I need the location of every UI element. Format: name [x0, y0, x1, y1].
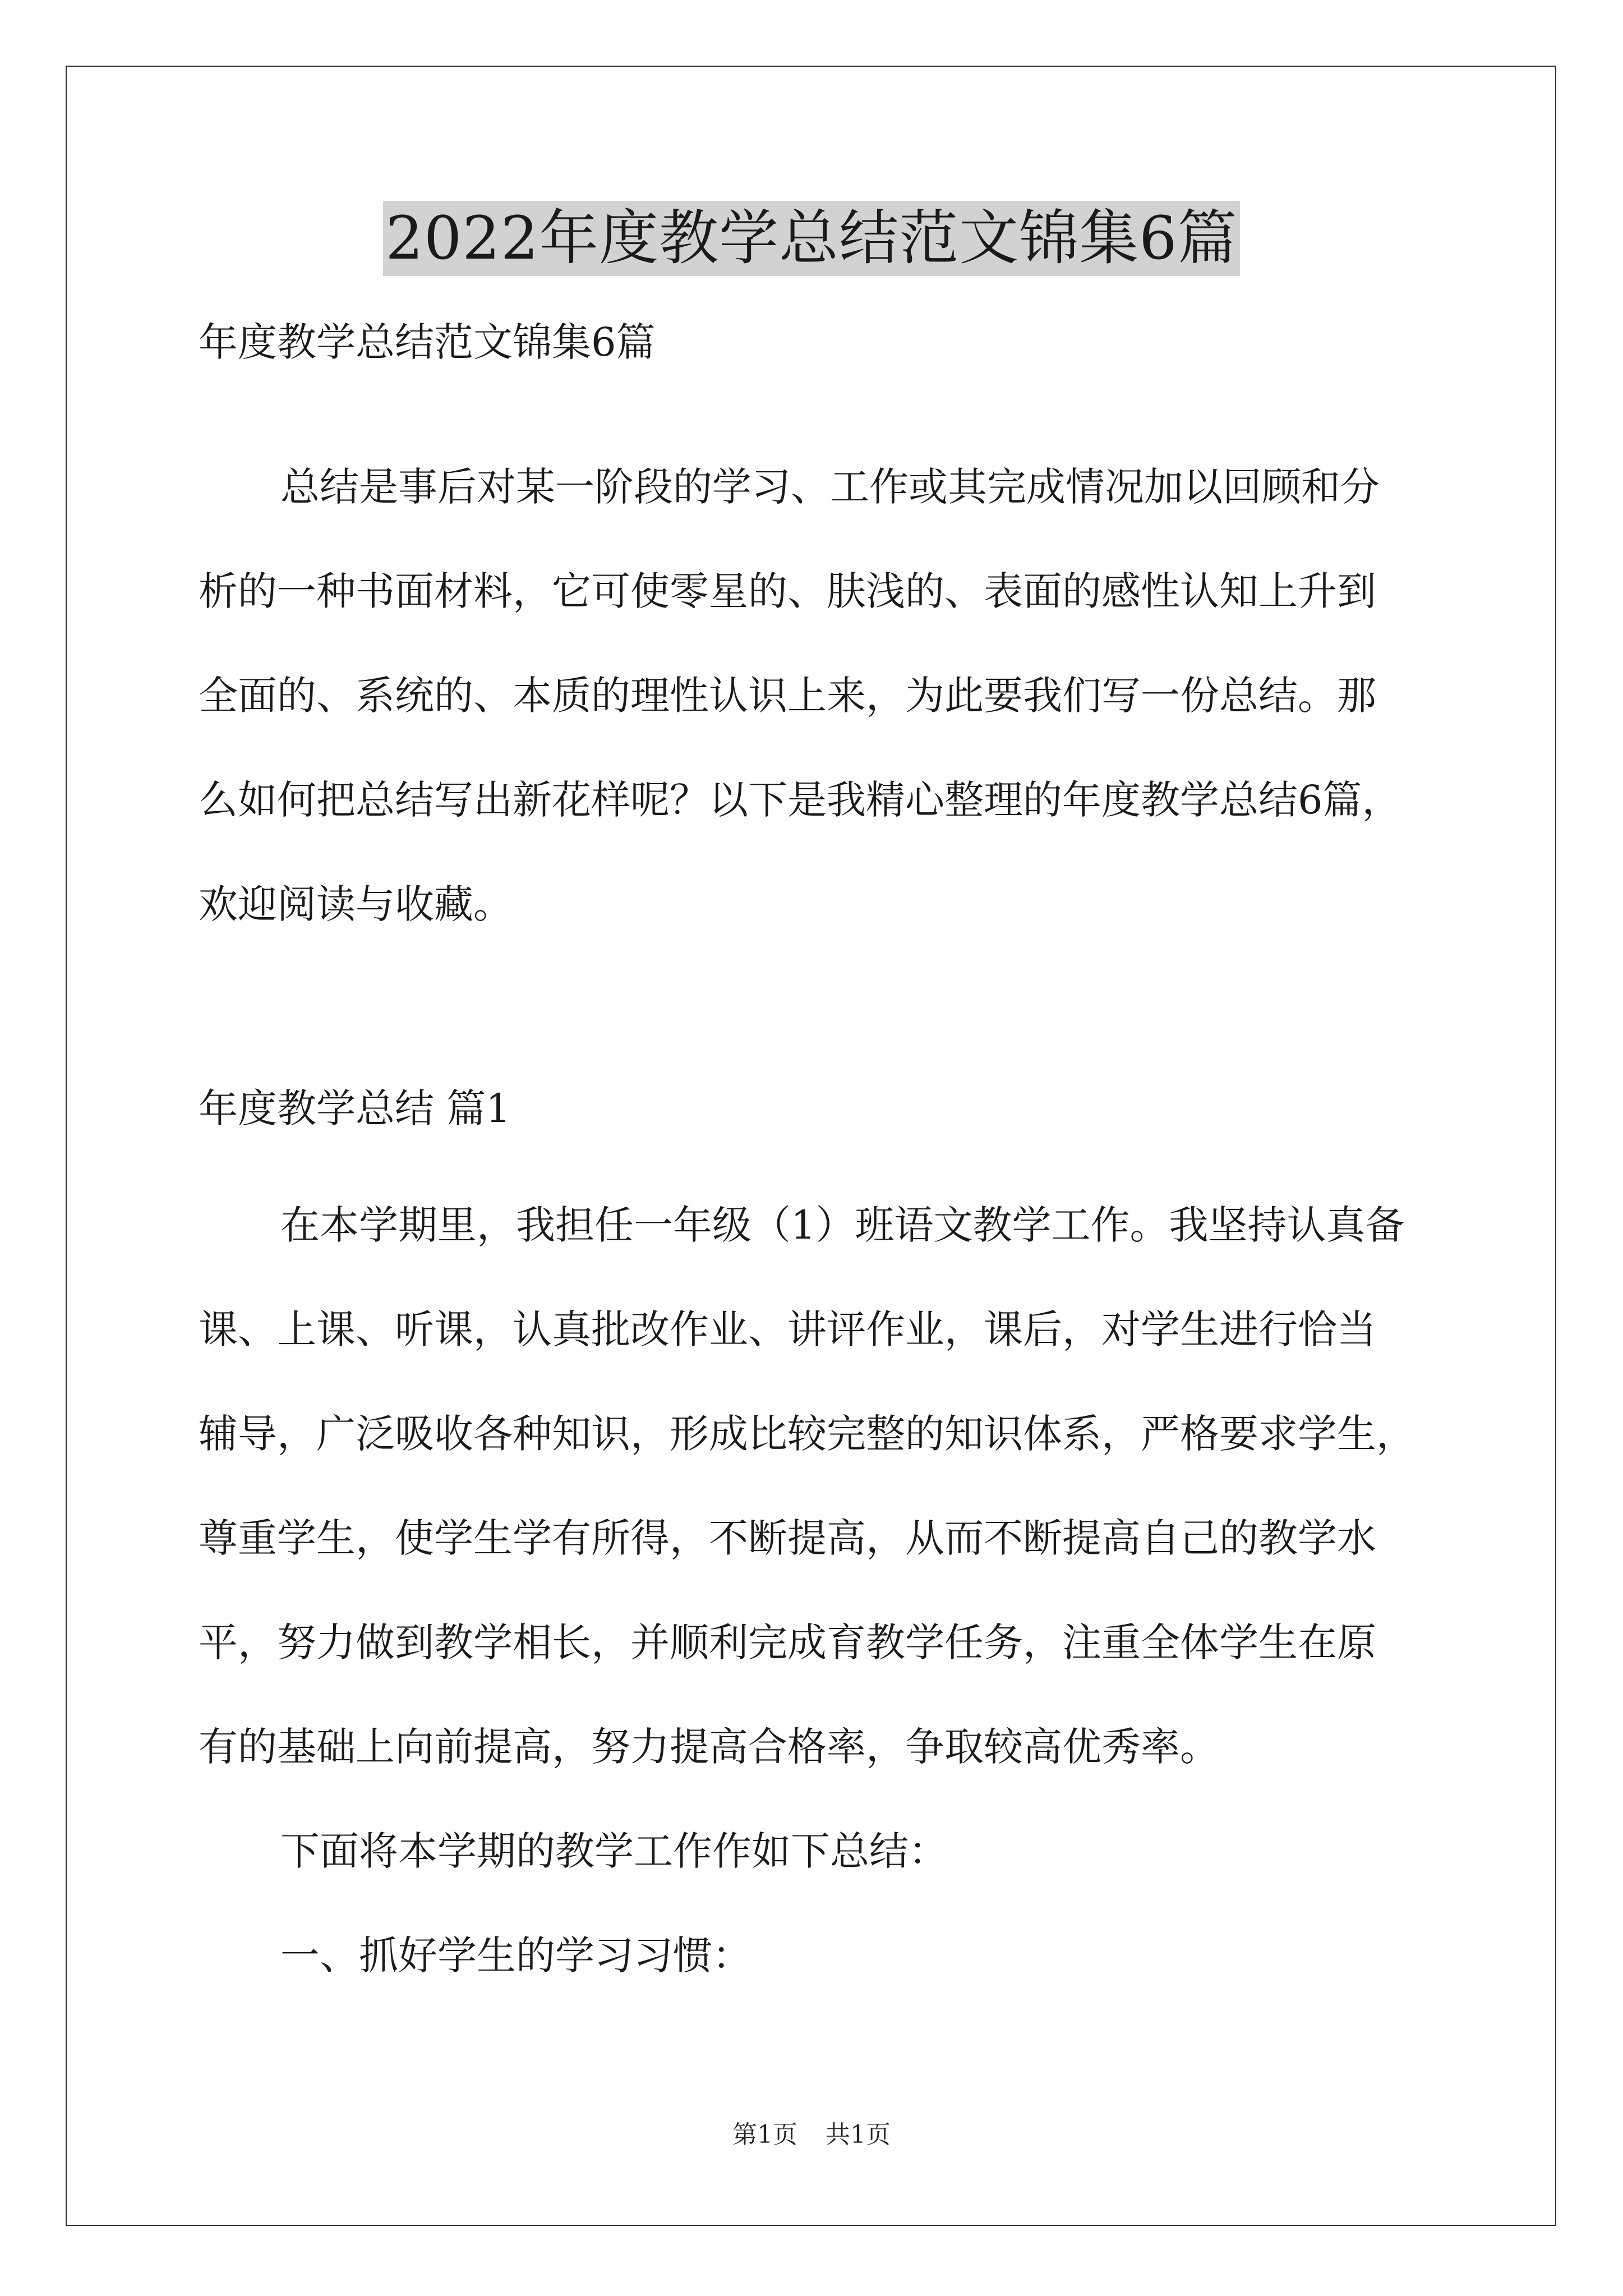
- page-border: [66, 66, 1556, 2226]
- intro-line: 析的一种书面材料，它可使零星的、肤浅的、表面的感性认知上升到: [199, 568, 1376, 614]
- intro-line: 么如何把总结写出新花样呢？以下是我精心整理的年度教学总结6篇，: [199, 777, 1401, 823]
- section-line: 尊重学生，使学生学有所得，不断提高，从而不断提高自己的教学水: [199, 1515, 1376, 1561]
- section-line: 辅导，广泛吸收各种知识，形成比较完整的知识体系，严格要求学生，: [199, 1411, 1415, 1457]
- title-container: [0, 201, 1623, 276]
- page-total: 共1页: [826, 2120, 891, 2149]
- document-title: 2022年度教学总结范文锦集6篇: [383, 201, 1239, 276]
- document-subtitle: 年度教学总结范文锦集6篇: [199, 319, 656, 365]
- paragraph-summary-intro: 下面将本学期的教学工作作如下总结：: [280, 1828, 948, 1874]
- section-line: 课、上课、听课，认真批改作业、讲评作业，课后，对学生进行恰当: [199, 1306, 1376, 1352]
- section-line: 平，努力做到教学相长，并顺利完成育教学任务，注重全体学生在原: [199, 1619, 1376, 1665]
- section-heading: 年度教学总结 篇1: [199, 1085, 511, 1131]
- paragraph-first-point: 一、抓好学生的学习习惯：: [280, 1932, 751, 1978]
- page-number: 第1页: [732, 2120, 797, 2149]
- section-line: 有的基础上向前提高，努力提高合格率，争取较高优秀率。: [199, 1724, 1219, 1770]
- intro-line: 总结是事后对某一阶段的学习、工作或其完成情况加以回顾和分: [280, 464, 1380, 510]
- section-line: 在本学期里，我担任一年级（1）班语文教学工作。我坚持认真备: [280, 1202, 1405, 1248]
- intro-line: 全面的、系统的、本质的理性认识上来，为此要我们写一份总结。那: [199, 673, 1376, 719]
- intro-line: 欢迎阅读与收藏。: [199, 881, 513, 927]
- page-footer: [0, 2118, 1623, 2152]
